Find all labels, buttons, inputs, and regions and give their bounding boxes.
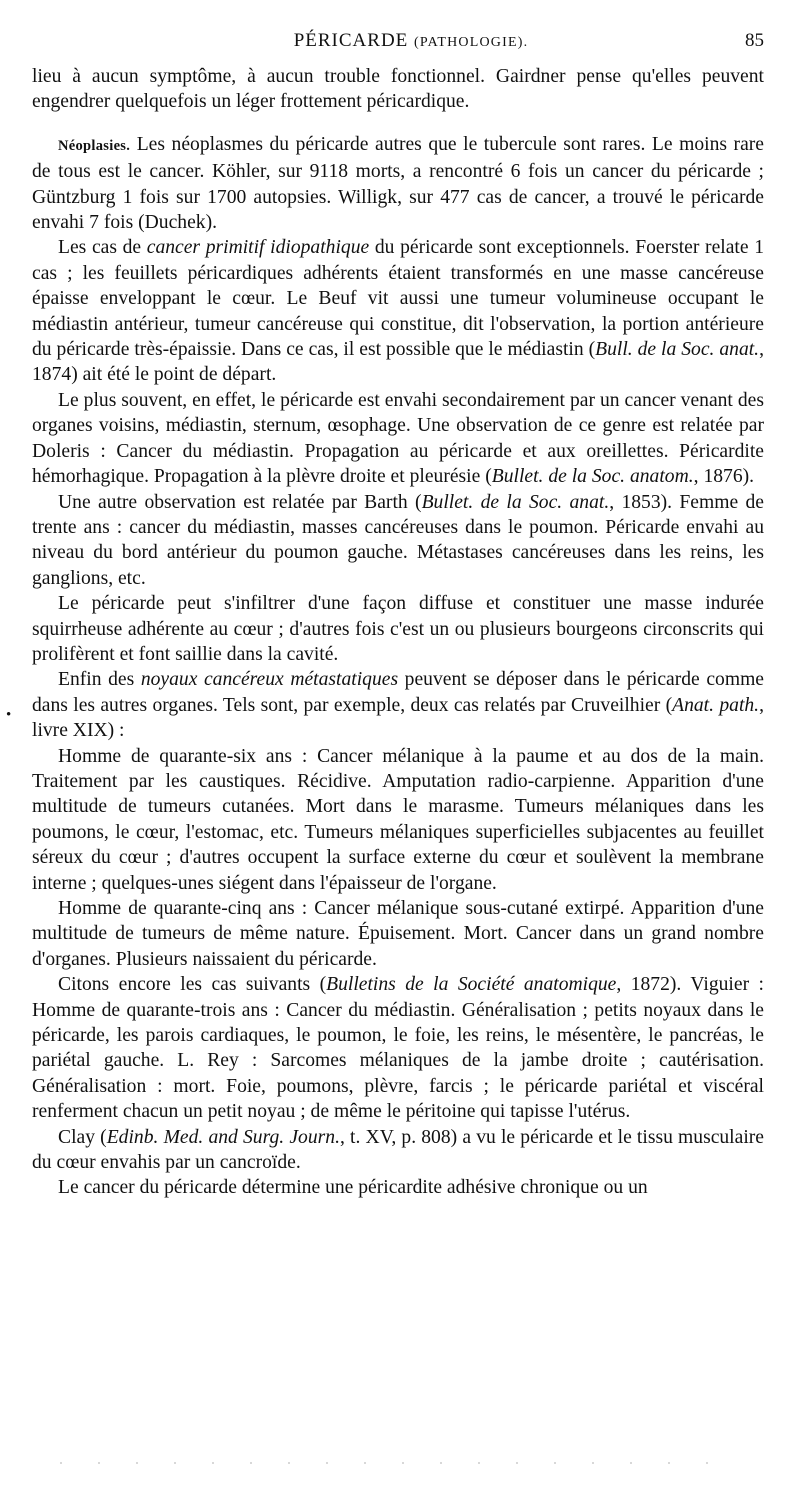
italic-citation: Bullet. de la Soc. anatom. bbox=[491, 466, 694, 488]
text-run: , livre XIX) : bbox=[32, 694, 764, 742]
text-run: , 1872). Viguier : Homme de quarante-trois ans : Cancer du médiastin. Généralisation ; petits noyaux dans le péricarde, les parois cardiaques, le poumon, le foie, les reins, le mésentère, le pancréas, le pariétal gauche. L. Rey : Sarcomes mélaniques de la jambe droite ; cautérisation. Généralisation : mort. Foie, poumons, plèvre, farcis ; le péricarde pariétal et viscéral renferment chacun un petit noyau ; de même le péritoine qui tapisse l'utérus. bbox=[32, 974, 764, 1123]
paragraph bbox=[32, 667, 764, 743]
paragraph bbox=[32, 388, 764, 490]
italic-citation: Bulletins de la Société anatomique bbox=[326, 974, 617, 996]
paragraph bbox=[32, 1125, 764, 1176]
text-run: , t. XV, p. 808) a vu le péricarde et le tissu musculaire du cœur envahis par un cancroïde. bbox=[32, 1126, 764, 1174]
text-run: Homme de quarante-cinq ans : Cancer mélanique sous-cutané extirpé. Apparition d'une multitude de tumeurs de même nature. Épuisement. Mort. Cancer dans un grand nombre d'organes. Plusieurs naissaient du péricarde. bbox=[32, 898, 764, 970]
text-run: , 1853). Femme de trente ans : cancer du médiastin, masses cancéreuses dans le poumon. Péricarde envahi au niveau du bord antérieur du poumon gauche. Métastases cancéreuses dans les reins, les ganglions, etc. bbox=[32, 491, 764, 589]
paragraph bbox=[32, 744, 764, 896]
body-text bbox=[32, 64, 764, 1201]
text-run: Le cancer du péricarde détermine une péricardite adhésive chronique ou un bbox=[58, 1177, 648, 1199]
paragraph bbox=[32, 896, 764, 972]
paragraph bbox=[32, 132, 764, 236]
running-title-main: PÉRICARDE bbox=[293, 30, 409, 51]
margin-mark: • bbox=[6, 707, 12, 723]
running-title-subtitle: (PATHOLOGIE). bbox=[414, 35, 529, 50]
text-run: Le plus souvent, en effet, le péricarde est envahi secondairement par un cancer venant des organes voisins, médiastin, sternum, œsophage. Une observation de ce genre est relatée par Doleris : Cancer du médiastin. Propagation au péricarde et aux oreillettes. Péricardite hémorhagique. Propagation à la plèvre droite et pleurésie ( bbox=[32, 389, 764, 488]
text-run: , 1874) ait été le point de départ. bbox=[32, 339, 764, 386]
text-run: peuvent se déposer dans le péricarde comme dans les autres organes. Tels sont, par exemple, deux cas relatés par Cruveilhier ( bbox=[32, 669, 765, 716]
italic-citation: Bull. de la Soc. anat. bbox=[595, 339, 760, 361]
running-title bbox=[58, 30, 764, 52]
section-label: Néoplasies. bbox=[58, 137, 131, 154]
text-run: Citons encore les cas suivants ( bbox=[58, 974, 327, 996]
text-run: Le péricarde peut s'infiltrer d'une façon diffuse et constituer une masse indurée squirrheuse adhérente au cœur ; d'autres fois c'est un ou plusieurs bourgeons circonscrits qui prolifèrent et font saillie dans la cavité. bbox=[32, 593, 764, 665]
italic-citation: noyaux cancéreux métastatiques bbox=[140, 669, 399, 691]
paragraph bbox=[32, 64, 764, 115]
italic-citation: cancer primitif idiopathique bbox=[146, 237, 370, 259]
paragraph bbox=[32, 235, 764, 387]
text-run: du péricarde sont exceptionnels. Foerster relate 1 cas ; les feuillets péricardiques adhérents étaient transformés en une masse cancéreuse épaisse enveloppant le cœur. Le Beuf vit aussi une tumeur volumineuse occupant le médiastin antérieur, tumeur cancéreuse qui constitue, dit l'observation, la portion antérieure du péricarde très-épaissie. Dans ce cas, il est possible que le médiastin ( bbox=[32, 237, 764, 361]
paragraph bbox=[32, 1175, 764, 1200]
paragraph bbox=[32, 490, 764, 592]
text-run: Enfin des bbox=[58, 669, 141, 691]
page-header bbox=[58, 30, 764, 58]
paragraph bbox=[32, 591, 764, 667]
text-run: Clay ( bbox=[58, 1126, 107, 1148]
page-number: 85 bbox=[745, 30, 764, 51]
text-run: Une autre observation est relatée par Barth ( bbox=[58, 491, 422, 513]
italic-citation: Anat. path. bbox=[672, 694, 760, 716]
text-run: Les cas de bbox=[58, 237, 147, 259]
paragraph bbox=[32, 972, 764, 1124]
italic-citation: Edinb. Med. and Surg. Journ. bbox=[106, 1126, 340, 1148]
text-run: , 1876). bbox=[693, 466, 755, 488]
text-run: Homme de quarante-six ans : Cancer mélanique à la paume et au dos de la main. Traitement par les caustiques. Récidive. Amputation radio-carpienne. Apparition d'une multitude de tumeurs cutanées. Mort dans le marasme. Tumeurs mélaniques dans les poumons, le cœur, l'estomac, etc. Tumeurs mélaniques superficielles subjacentes au feuillet séreux du cœur ; d'autres occupent la surface externe du cœur et soulèvent la membrane interne ; quelques-unes siégent dans l'épaisseur de l'organe. bbox=[32, 745, 764, 894]
footer-smudge bbox=[60, 1462, 720, 1464]
text-run: Les néoplasmes du péricarde autres que le tubercule sont rares. Le moins rare de tous est le cancer. Köhler, sur 9118 morts, a rencontré 6 fois un cancer du péricarde ; Güntzburg 1 fois sur 1700 autopsies. Willigk, sur 477 cas de cancer, a trouvé le péricarde envahi 7 fois (Duchek). bbox=[32, 133, 764, 234]
text-run: lieu à aucun symptôme, à aucun trouble fonctionnel. Gairdner pense qu'elles peuvent engendrer quelquefois un léger frottement péricardique. bbox=[32, 66, 764, 113]
italic-citation: Bullet. de la Soc. anat. bbox=[421, 491, 610, 513]
